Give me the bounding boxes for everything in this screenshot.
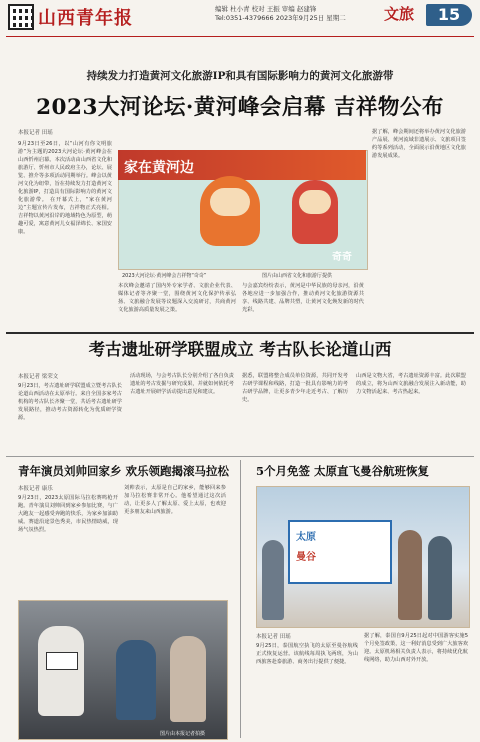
section-divider [6, 332, 474, 334]
story2-column-2: 活动现场，与会考古队长分别介绍了各自负责遗址的考古发掘与研究成果，并就如何依托考古遗址开展研学活动提出意见和建议。 [130, 373, 234, 395]
passenger-figure [262, 540, 284, 620]
passenger-figure-2 [398, 530, 422, 620]
story4-headline: 5个月免签 太原直飞曼谷航班恢复 [256, 464, 430, 478]
editor-credits: 编辑 杜小青 校对 王振 审编 赵建锋 [215, 5, 317, 13]
mascot-face [210, 188, 250, 216]
marathon-photo-caption: 图片由本报记者拍摄 [160, 731, 206, 737]
story3-headline: 青年演员刘帅回家乡 欢乐领跑揭滚马拉松 [18, 464, 230, 478]
story1-byline: 本报记者 田瑶 [18, 130, 53, 136]
route-sign-destination: 曼谷 [296, 552, 316, 563]
story2-byline: 本报记者 梁荣文 [18, 374, 59, 380]
story1-kicker: 持续发力打造黄河文化旅游IP和具有国际影响力的黄河文化旅游带 [86, 70, 394, 82]
passenger-figure-3 [428, 536, 452, 620]
story4-column-2: 据了解，泰国自9月25日起对中国游客实施5个月免签政策，这一利好消息受到广大旅客欢迎。太原机场相关负责人表示，将持续优化航线网络，助力山西对外开放。 [364, 633, 468, 663]
story2-column-1: 9月23日，考古遗址研学联盟成立暨考古队长论道山西活动在太原举行。来自全国多家考古机构的考古队长齐聚一堂，共话考古遗址研学发展路径，推动考古资源转化为优质研学资源。 [18, 383, 122, 421]
story4-byline: 本报记者 田瑶 [256, 634, 291, 640]
contact-date: Tel:0351-4379666 2023年9月25日 星期二 [215, 14, 346, 22]
section-divider-2 [6, 456, 474, 457]
photo-caption-right: 图片由山西省文化和旅游厅提供 [262, 273, 333, 279]
story2-column-3: 据悉，联盟将整合成员单位资源，共同开发考古研学课程和线路，打造一批具有影响力的考古研学品牌，让更多青少年走近考古、了解历史。 [242, 373, 348, 403]
route-sign-origin: 太原 [296, 532, 316, 543]
masthead [0, 0, 480, 40]
race-bib [46, 652, 78, 670]
story2-headline: 考古遗址研学联盟成立 考古队长论道山西 [88, 340, 392, 359]
runner-figure-2 [116, 640, 156, 720]
column-divider [240, 460, 241, 738]
story1-column-3: 与会嘉宾纷纷表示，黄河是中华民族的母亲河，沿黄各地应进一步加强合作，推动黄河文化旅游资源共享、线路共建、品牌共塑，让黄河文化焕发新的时代光彩。 [242, 283, 364, 313]
runner-figure-3 [170, 636, 206, 722]
page-number: 15 [426, 4, 472, 26]
story3-column-2: 刘帅表示，太原是自己的家乡，能够回来参加马拉松赛非常开心。他希望通过这次活动，让更多人了解太原、爱上太原，也欢迎更多朋友来山西旅游。 [124, 485, 226, 515]
section-name: 文旅 [384, 5, 415, 23]
mascot-banner-title: 家在黄河边 [124, 160, 194, 176]
photo-caption-left: 2023大河论坛·黄河峰会吉祥物“奇奇” [122, 273, 207, 279]
qr-code-icon [8, 4, 34, 30]
story1-column-1 [18, 140, 112, 326]
story3-column-1: 9月23日，2023太原国际马拉松赛鸣枪开跑。青年演员刘帅回到家乡参加比赛，与广大跑友一起感受奔跑的快乐，为家乡加油助威。赛道沿途景色秀美，市民热情助威，现场气氛热烈。 [18, 495, 118, 533]
newspaper-logo: 山西青年报 [38, 8, 133, 29]
mascot-badge: 奇奇 [332, 252, 352, 263]
story2-column-4: 山西是文物大省，考古遗址资源丰富。此次联盟的成立，将为山西文旅融合发展注入新动能，助力文物活起来、考古热起来。 [356, 373, 466, 395]
story1-column-2: 本次峰会邀请了国内外专家学者、文旅企业代表、媒体记者等齐聚一堂，围绕黄河文化保护传承弘扬、文旅融合发展等议题深入交流研讨，共商黄河文化旅游高质量发展之策。 [118, 283, 236, 313]
story1-headline: 2023大河论坛·黄河峰会启幕 吉祥物公布 [36, 95, 444, 120]
masthead-rule [6, 36, 474, 37]
story1-col1b-text: 在开幕式上，“家在黄河边”主题宣传片发布，吉祥物正式亮相。吉祥物以黄河沿岸的地域特色为原型，萌趣可爱，寓意黄河儿女福泽绵长、家国安康。 [18, 197, 112, 235]
mascot-face-2 [299, 190, 331, 214]
story4-column-1: 9月25日，泰国航空执飞的太原至曼谷航线正式恢复运营。该航线每周执飞两班，为山西旅客赴泰旅游、商务出行提供了便捷。 [256, 643, 358, 665]
story1-column-4: 据了解，峰会期间还将举办黄河文化旅游产品展、黄河流域非遗展示、文旅项目签约等系列活动，全面展示沿黄地区文化旅游发展成果。 [372, 129, 466, 159]
story1-col1-text: 9月23日至26日，以“山河有你文明旅游”为主题的2023大河论坛·黄河峰会在山西忻州启幕。本次活动由山西省文化和旅游厅、忻州市人民政府主办，论坛、展览、推介等多项活动同期举行。峰会以黄河文化为纽带，旨在持续发力打造黄河文化旅游IP，打造具有国际影响力的黄河文化旅游带。 [18, 141, 112, 203]
runner-figure [38, 626, 84, 716]
story3-byline: 本报记者 康乐 [18, 486, 53, 492]
